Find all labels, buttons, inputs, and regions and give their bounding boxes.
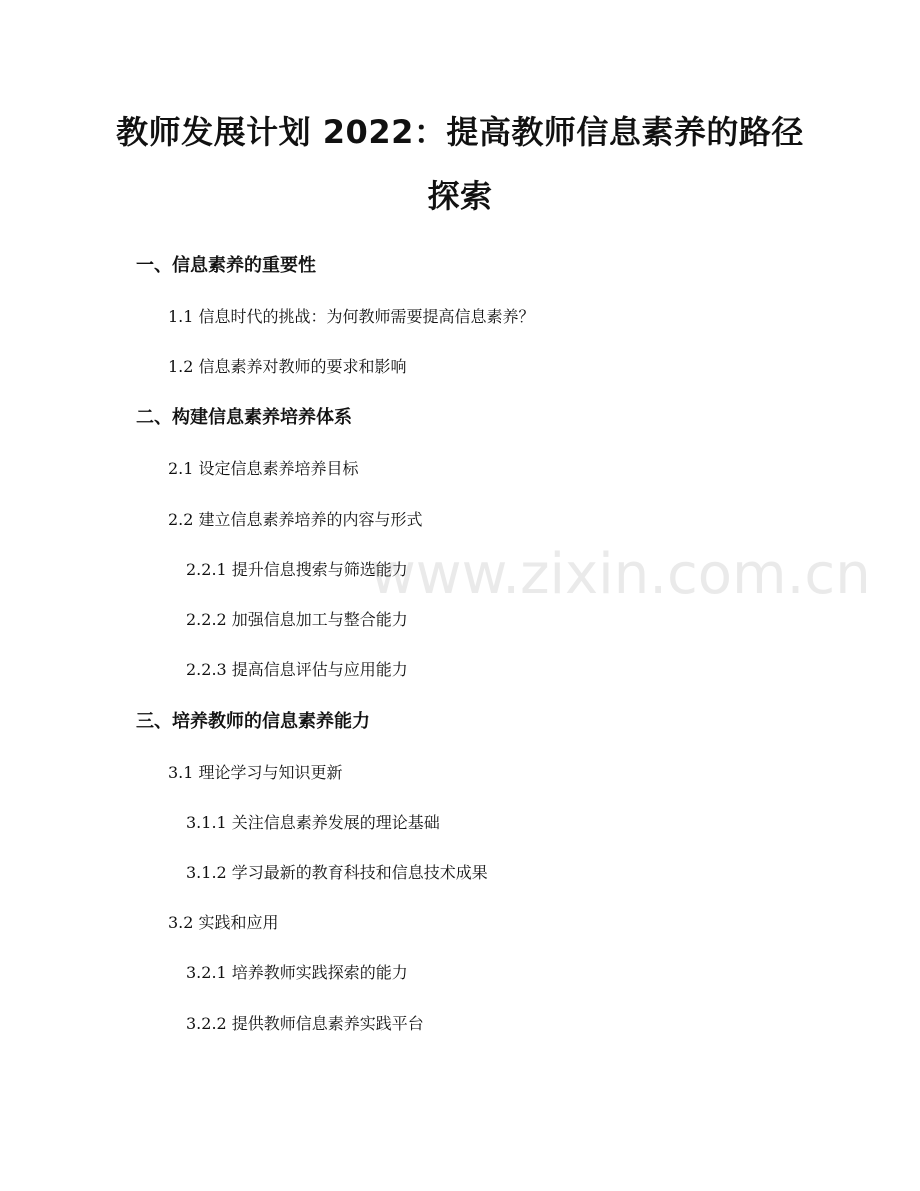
section-heading: 一、信息素养的重要性 xyxy=(136,255,316,276)
section-heading: 三、培养教师的信息素养能力 xyxy=(136,711,370,732)
section-item: 3.2 实践和应用 xyxy=(168,913,279,932)
document-title: 教师发展计划 2022：提高教师信息素养的路径探索 xyxy=(116,113,804,215)
section-subitem: 3.1.1 关注信息素养发展的理论基础 xyxy=(186,813,440,832)
section-subitem: 3.2.1 培养教师实践探索的能力 xyxy=(186,963,408,982)
section-item: 3.1 理论学习与知识更新 xyxy=(168,763,343,782)
section-subitem: 2.2.3 提高信息评估与应用能力 xyxy=(186,660,408,679)
section-subitem: 2.2.1 提升信息搜索与筛选能力 xyxy=(186,560,408,579)
section-item: 2.1 设定信息素养培养目标 xyxy=(168,459,359,478)
section-heading: 二、构建信息素养培养体系 xyxy=(136,407,352,428)
section-item: 1.2 信息素养对教师的要求和影响 xyxy=(168,357,407,376)
section-item: 1.1 信息时代的挑战：为何教师需要提高信息素养？ xyxy=(168,307,535,326)
section-subitem: 2.2.2 加强信息加工与整合能力 xyxy=(186,610,408,629)
section-subitem: 3.1.2 学习最新的教育科技和信息技术成果 xyxy=(186,863,488,882)
watermark: www.zixin.com.cn xyxy=(370,542,871,607)
section-item: 2.2 建立信息素养培养的内容与形式 xyxy=(168,510,423,529)
section-subitem: 3.2.2 提供教师信息素养实践平台 xyxy=(186,1014,424,1033)
